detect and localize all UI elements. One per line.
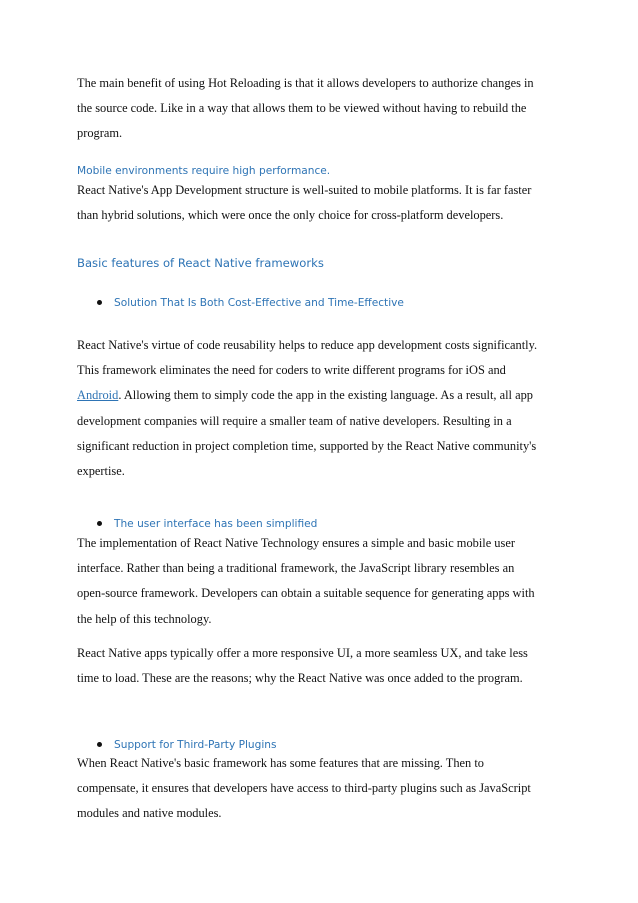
text-line: development companies will require a smaller team of native developers. Resulting in a <box>77 413 512 428</box>
text-line: The main benefit of using Hot Reloading is that it allows developers to authorize changes in <box>77 76 534 90</box>
paragraph-implementation <box>77 531 567 632</box>
heading-mobile-environments: Mobile environments require high performance. <box>77 165 331 177</box>
text-span: . Allowing them to simply code the app in the existing language. As a result, all app <box>118 388 533 403</box>
text-line: This framework eliminates the need for coders to write different programs for iOS and <box>77 363 506 378</box>
text-line: React Native's App Development structure is well-suited to mobile platforms. It is far faster <box>77 183 532 197</box>
paragraph-responsive-ui <box>77 641 567 691</box>
android-link[interactable]: Android <box>77 388 119 403</box>
text-line: When React Native's basic framework has some features that are missing. Then to <box>77 756 484 770</box>
text-line: React Native apps typically offer a more responsive UI, a more seamless UX, and take less <box>77 646 528 660</box>
heading-basic-features: Basic features of React Native frameworks <box>77 256 324 270</box>
text-line <box>77 383 567 408</box>
paragraph-code-reusability <box>77 333 567 484</box>
paragraph-hot-reloading <box>77 71 567 147</box>
text-line: time to load. These are the reasons; why the React Native was once added to the program. <box>77 671 523 686</box>
text-line: than hybrid solutions, which were once the only choice for cross-platform developers. <box>77 208 504 223</box>
paragraph-plugins <box>77 751 567 827</box>
text-line: significant reduction in project completion time, supported by the React Native community's <box>77 438 537 453</box>
bullet-cost-effective <box>97 297 404 309</box>
bullet-dot-icon <box>97 742 102 747</box>
bullet-dot-icon <box>97 521 102 526</box>
bullet-label: Support for Third-Party Plugins <box>114 739 277 751</box>
text-line: React Native's virtue of code reusability helps to reduce app development costs significantly. <box>77 338 538 352</box>
text-line: interface. Rather than being a traditional framework, the JavaScript library resembles an <box>77 561 515 576</box>
paragraph-app-structure <box>77 178 567 228</box>
text-line: The implementation of React Native Technology ensures a simple and basic mobile user <box>77 536 515 550</box>
text-line: the source code. Like in a way that allows them to be viewed without having to rebuild the <box>77 101 527 116</box>
text-line: open-source framework. Developers can obtain a suitable sequence for generating apps with <box>77 586 535 601</box>
text-line: modules and native modules. <box>77 806 222 821</box>
bullet-dot-icon <box>97 300 102 305</box>
text-line: expertise. <box>77 464 125 479</box>
bullet-label: The user interface has been simplified <box>114 518 318 530</box>
bullet-third-party-plugins <box>97 739 277 751</box>
text-line: compensate, it ensures that developers have access to third-party plugins such as JavaScript <box>77 781 531 796</box>
bullet-user-interface <box>97 518 317 530</box>
text-line: program. <box>77 126 123 141</box>
bullet-label: Solution That Is Both Cost-Effective and Time-Effective <box>114 297 404 309</box>
text-line: the help of this technology. <box>77 611 212 626</box>
